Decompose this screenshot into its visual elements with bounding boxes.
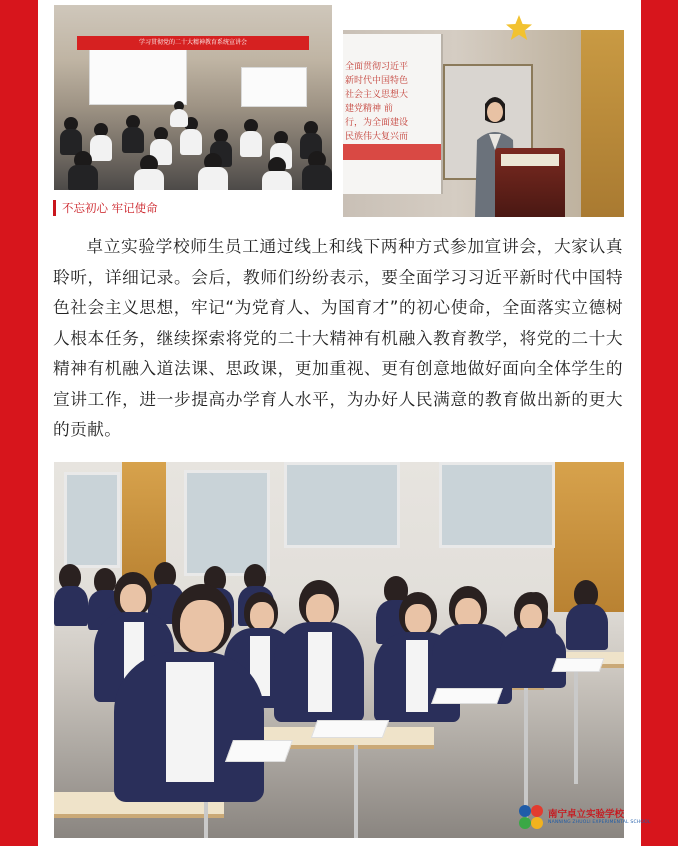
school-name-english: NANNING ZHUOLI EXPERIMENTAL SCHOOL [548, 820, 651, 825]
school-name: 南宁卓立实验学校 [548, 809, 625, 820]
school-logo [516, 800, 651, 834]
podium [495, 148, 565, 217]
article-page [38, 0, 651, 846]
school-logo-icon [516, 802, 546, 832]
presentation-screen [89, 43, 187, 105]
photo-speaker [343, 30, 624, 217]
hall-banner: 学习贯彻党的二十大精神教育系统宣讲会 [77, 36, 309, 50]
projected-slide [343, 34, 443, 194]
side-screen [241, 67, 307, 107]
podium-sign [501, 154, 559, 166]
photo-caption: 不忘初心 牢记使命 [53, 200, 158, 216]
slide-text: 全面贯彻习近平新时代中国特色社会主义思想大建党精神 前行，为全面建设民族伟大复兴而 [345, 62, 409, 142]
photo-lecture-hall [54, 5, 332, 190]
photo-students-classroom [54, 462, 624, 838]
article-paragraph: 卓立实验学校师生员工通过线上和线下两种方式参加宣讲会，大家认真聆听，详细记录。会后，教师们纷纷表示，要全面学习习近平新时代中国特色社会主义思想，牢记“为党育人、为国育才”的初心使命，全面落实立德树人根本任务，继续探索将党的二十大精神有机融入教育教学，将党的二十大精神有机融入道法课、思政课，更加重视、更有创意地做好面向全体学生的宣讲工作，进一步提高办学育人水平，为办好人民满意的教育做出新的更大的贡献。 [53, 236, 623, 439]
star-icon [505, 14, 533, 42]
